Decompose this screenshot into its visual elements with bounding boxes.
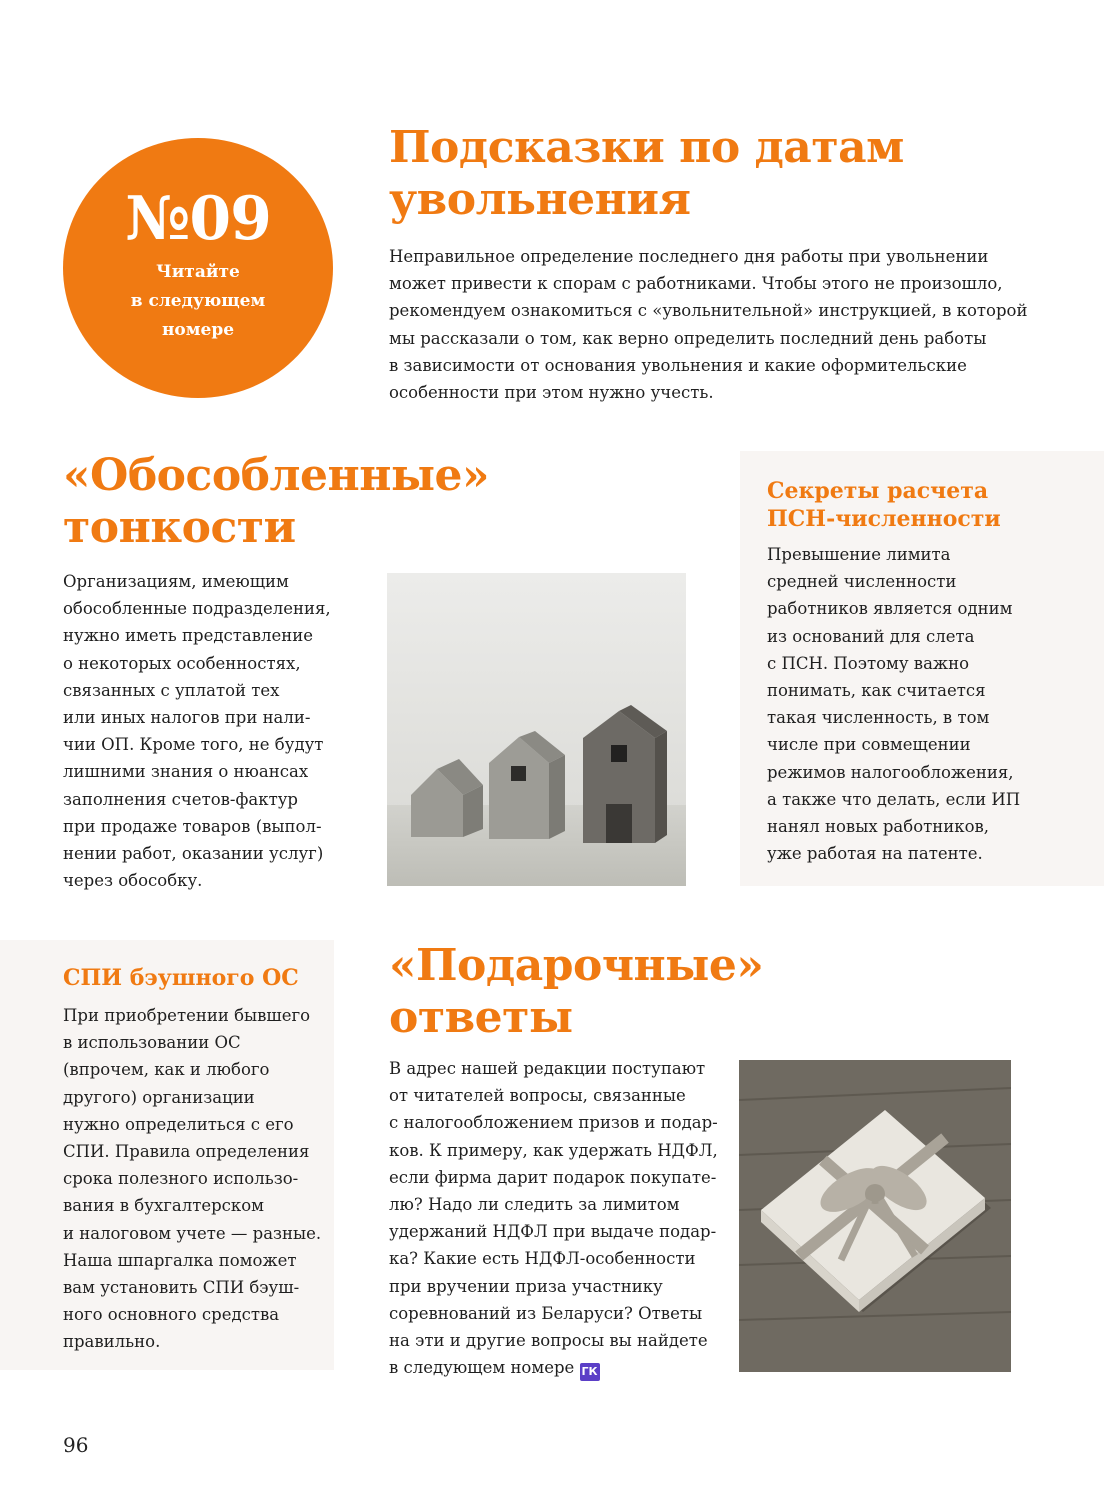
badge-caption: Читайте в следующем номере xyxy=(130,262,266,340)
article-body-gifts: В адрес нашей редакции поступают от читателей вопросы, связанные с налогообложением призов и подар- ков. К примеру, как удержать НДФЛ, если фирма дарит подарок покупате- лю? Надо ли следить за лимитом удержаний НДФЛ при выдаче подар- ка? Какие есть НДФЛ-особенности при вручении приза участнику соревнований из Беларуси? Ответы на эти и другие вопросы вы найдете в следующем номере ГК xyxy=(389,1055,718,1381)
gift-box-photo xyxy=(739,1060,1011,1372)
page-number: 96 xyxy=(63,1433,89,1457)
houses-illustration xyxy=(387,573,686,886)
article-title-dismissal: Подсказки по датам увольнения xyxy=(389,122,904,225)
sidebar-title-spi: СПИ бэушного ОС xyxy=(63,965,299,991)
sidebar-body-psn: Превышение лимита средней численности работников является одним из оснований для слета с ПСН. Поэтому важно понимать, как считается такая численность, в том числе при совмещении режимов налогообложения, а также что делать, если ИП нанял новых работников, уже работая на патенте. xyxy=(767,545,1021,864)
article-last-line: в следующем номере xyxy=(389,1358,575,1378)
issue-number: №09 xyxy=(125,184,271,254)
gk-logo-icon: ГК xyxy=(580,1363,600,1381)
article-title-gifts: «Подарочные» ответы xyxy=(389,940,764,1043)
gift-illustration xyxy=(739,1060,1011,1372)
sidebar-title-psn: Секреты расчета ПСН-численности xyxy=(767,478,1001,532)
article-title-branches: «Обособленные» тонкости xyxy=(63,450,490,553)
article-body-branches: Организациям, имеющим обособленные подразделения, нужно иметь представление о некоторых особенностях, связанных с уплатой тех или иных налогов при нали- чии ОП. Кроме того, не будут лишними знания о нюансах заполнения счетов-фактур при продаже товаров (выпол- нении работ, оказании услуг) через обособку. xyxy=(63,572,331,891)
issue-badge xyxy=(63,138,333,398)
article-body-dismissal: Неправильное определение последнего дня работы при увольнении может привести к спорам с работниками. Чтобы этого не произошло, рекомендуем ознакомиться с «увольнительной» инструкцией, в которой мы рассказали о том, как верно определить последний день работы в зависимости от основания увольнения и какие оформительские особенности при этом нужно учесть. xyxy=(389,247,1028,403)
sidebar-body-spi: При приобретении бывшего в использовании ОС (впрочем, как и любого другого) организации нужно определиться с его СПИ. Правила определения срока полезного использо- вания в бухгалтерском и налоговом учете — разные. Наша шпаргалка поможет вам установить СПИ бэуш- ного основного средства правильно. xyxy=(63,1006,322,1352)
houses-photo xyxy=(387,573,686,886)
